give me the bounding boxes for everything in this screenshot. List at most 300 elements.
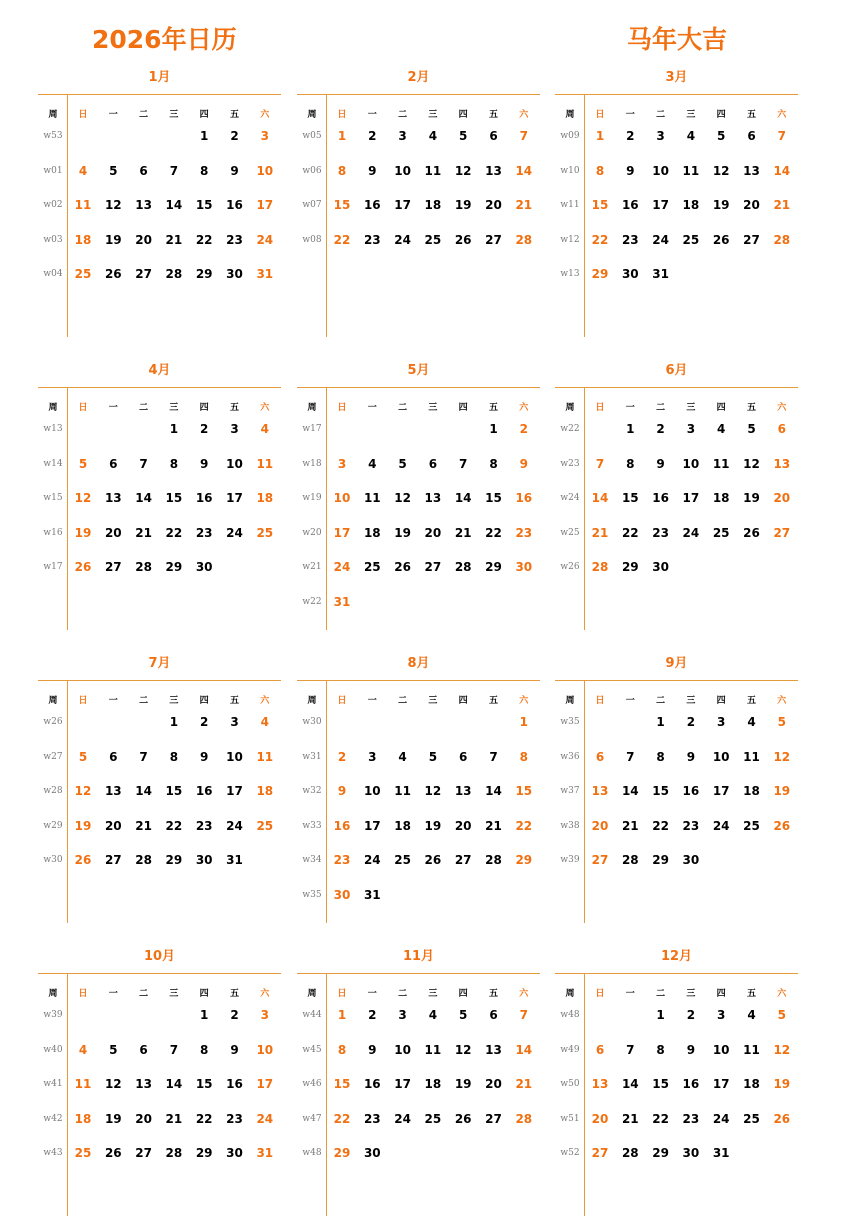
day-cell: 13 [591,784,609,799]
week-number: w51 [560,1113,580,1124]
day-cell: 17 [256,1077,274,1092]
day-cell: 25 [743,818,760,833]
day-cell: 9 [230,1042,239,1057]
weekday-header: 日 [78,110,88,120]
day-cell: 21 [515,1077,533,1092]
day-cell: 27 [424,560,442,575]
weekday-header: 六 [260,989,270,999]
day-cell: 14 [773,163,791,178]
day-cell: 17 [333,525,351,540]
month-title: 7月 [148,656,171,671]
day-cell: 3 [337,456,347,471]
day-cell: 22 [652,1111,669,1126]
day-cell: 12 [74,491,92,506]
day-cell: 10 [682,456,700,471]
day-cell: 25 [74,1146,92,1161]
day-cell: 16 [195,491,213,506]
weekday-header: 五 [229,403,239,413]
month-title: 2月 [407,70,430,85]
day-cell: 15 [515,784,533,799]
day-cell: 3 [260,1008,269,1022]
day-cell: 6 [489,129,498,143]
day-cell: 6 [428,456,438,471]
weekday-header: 五 [488,989,498,999]
day-cell: 9 [519,456,528,471]
week-number: w39 [560,855,580,866]
day-cell: 27 [773,525,791,540]
day-cell: 27 [591,853,609,868]
day-cell: 8 [595,163,605,178]
day-cell: 1 [337,1008,347,1022]
weekday-header: 二 [656,403,666,413]
day-cell: 14 [485,784,502,799]
week-number: w27 [43,751,63,762]
day-cell: 2 [368,1008,377,1022]
day-cell: 18 [424,198,442,213]
day-cell: 24 [226,818,243,833]
day-cell: 30 [682,853,700,868]
day-cell: 12 [743,456,760,471]
month-title: 1月 [148,70,171,85]
day-cell: 6 [747,129,756,143]
day-cell: 10 [226,456,243,471]
day-cell: 18 [363,525,381,540]
month-block [38,649,281,929]
day-cell: 25 [363,560,381,575]
day-cell: 19 [773,784,791,799]
day-cell: 5 [717,129,726,143]
weekday-header: 五 [488,696,498,706]
day-cell: 4 [260,422,269,436]
day-cell: 22 [333,232,351,247]
weekday-header: 二 [139,696,149,706]
day-cell: 6 [109,749,118,764]
calendar-title: 2026年日历 [92,25,237,54]
header-divider [297,94,540,95]
day-cell: 20 [135,1111,152,1126]
day-cell: 4 [260,715,269,729]
day-cell: 3 [260,129,269,143]
weekday-header: 四 [199,989,209,999]
weekday-header: 四 [458,989,468,999]
day-cell: 4 [686,129,696,143]
weekday-header: 日 [337,403,347,413]
week-number: w32 [302,786,322,797]
week-number: w02 [43,200,63,211]
day-cell: 25 [712,525,730,540]
day-cell: 13 [104,784,122,799]
weekday-header: 六 [260,696,270,706]
day-cell: 4 [398,749,407,764]
day-cell: 17 [712,784,730,799]
day-cell: 23 [682,1111,700,1126]
day-cell: 30 [226,1146,243,1161]
day-cell: 18 [743,1077,760,1092]
day-cell: 14 [165,1077,183,1092]
day-cell: 2 [626,129,635,143]
week-number: w13 [43,424,63,434]
week-number: w28 [43,786,63,797]
day-cell: 2 [337,749,347,764]
day-cell: 11 [363,491,381,506]
day-cell: 20 [135,232,152,247]
day-cell: 18 [74,232,92,247]
day-cell: 8 [337,163,347,178]
weekday-header: 六 [260,110,270,120]
weekday-header: 五 [229,989,239,999]
month-title: 12月 [660,949,693,964]
day-cell: 31 [652,267,669,282]
day-cell: 8 [169,749,179,764]
weekday-header: 五 [229,110,239,120]
day-cell: 31 [363,888,381,902]
day-cell: 26 [454,1111,472,1126]
day-cell: 5 [78,749,88,764]
day-cell: 12 [104,198,122,213]
week-number: w26 [43,717,63,727]
month-title: 8月 [407,656,430,671]
weekday-header: 一 [625,989,635,999]
day-cell: 23 [682,818,700,833]
week-number: w15 [43,493,63,504]
day-cell: 23 [226,232,243,247]
day-cell: 6 [777,422,786,436]
day-cell: 12 [773,749,791,764]
weekday-header: 二 [139,403,149,413]
week-number: w17 [302,424,322,434]
day-cell: 5 [398,456,407,471]
week-number: w03 [43,234,63,245]
week-number: w05 [302,131,322,141]
day-cell: 9 [200,749,209,764]
day-cell: 27 [454,853,472,868]
day-cell: 10 [256,1042,274,1057]
day-cell: 26 [74,560,92,575]
week-number: w10 [560,165,580,176]
month-block [297,63,540,343]
weekday-header: 六 [519,989,529,999]
day-cell: 2 [656,422,665,436]
day-cell: 15 [195,198,213,213]
day-cell: 10 [394,1042,411,1057]
day-cell: 6 [459,749,468,764]
week-number: w23 [560,458,580,469]
week-number: w07 [302,200,322,211]
day-cell: 22 [515,818,533,833]
day-cell: 13 [424,491,442,506]
day-cell: 23 [195,525,213,540]
week-header: 周 [307,989,317,999]
day-cell: 24 [226,525,243,540]
day-cell: 12 [454,1042,472,1057]
week-header: 周 [48,989,58,999]
day-cell: 6 [595,749,605,764]
day-cell: 21 [165,1111,183,1126]
day-cell: 28 [621,853,639,868]
weekday-header: 二 [398,110,408,120]
day-cell: 15 [165,491,183,506]
week-header: 周 [48,110,58,120]
week-number: w16 [43,527,63,538]
day-cell: 7 [519,129,528,143]
month-block [297,649,540,929]
day-cell: 6 [595,1042,605,1057]
day-cell: 4 [747,715,756,729]
week-number: w44 [302,1010,322,1020]
day-cell: 14 [135,784,152,799]
day-cell: 14 [135,491,152,506]
day-cell: 13 [743,163,760,178]
weekday-header: 日 [595,403,605,413]
weekday-header: 一 [108,696,118,706]
month-title: 6月 [665,363,688,378]
month-title: 4月 [148,363,171,378]
weekday-header: 四 [716,403,726,413]
weekday-header: 四 [716,696,726,706]
day-cell: 4 [78,1042,88,1057]
day-cell: 31 [712,1146,730,1161]
week-number: w46 [302,1079,322,1090]
day-cell: 29 [652,1146,669,1161]
day-cell: 8 [200,163,209,178]
day-cell: 2 [200,422,209,436]
week-number: w11 [560,200,580,211]
day-cell: 13 [135,1077,152,1092]
day-cell: 24 [682,525,700,540]
weekday-header: 三 [686,403,696,413]
weekday-header: 六 [777,110,787,120]
day-cell: 29 [652,853,669,868]
day-cell: 22 [165,525,183,540]
day-cell: 24 [652,232,669,247]
weekday-header: 三 [428,696,438,706]
day-cell: 8 [656,749,665,764]
day-cell: 3 [656,129,665,143]
day-cell: 21 [773,198,791,213]
day-cell: 29 [515,853,533,868]
week-header: 周 [48,696,58,706]
day-cell: 18 [256,491,274,506]
day-cell: 24 [712,818,730,833]
day-cell: 22 [591,232,609,247]
week-header: 周 [307,403,317,413]
weekday-header: 六 [260,403,270,413]
day-cell: 19 [712,198,730,213]
week-number: w50 [560,1079,580,1090]
day-cell: 12 [74,784,92,799]
day-cell: 15 [652,1077,669,1092]
weekday-header: 五 [229,696,239,706]
weekday-header: 三 [428,989,438,999]
day-cell: 2 [686,1008,696,1022]
day-cell: 5 [777,715,786,729]
day-cell: 30 [333,888,351,902]
day-cell: 7 [519,1008,528,1022]
month-title: 10月 [143,949,176,964]
weekday-header: 一 [625,110,635,120]
day-cell: 27 [135,267,152,282]
day-cell: 16 [226,198,243,213]
day-cell: 16 [621,198,639,213]
day-cell: 20 [773,491,791,506]
day-cell: 1 [519,715,528,729]
day-cell: 4 [747,1008,756,1022]
day-cell: 17 [652,198,669,213]
week-number: w42 [43,1113,63,1124]
day-cell: 31 [256,267,274,282]
weekday-header: 五 [746,110,756,120]
weekday-header: 六 [519,110,529,120]
week-header: 周 [565,110,575,120]
day-cell: 24 [256,1111,274,1126]
weekday-header: 三 [428,110,438,120]
day-cell: 23 [621,232,639,247]
weekday-header: 一 [367,696,377,706]
week-number: w09 [560,131,580,141]
day-cell: 8 [169,456,179,471]
day-cell: 26 [712,232,730,247]
day-cell: 11 [394,784,411,799]
week-number: w19 [302,493,322,504]
day-cell: 17 [256,198,274,213]
day-cell: 15 [333,198,351,213]
day-cell: 11 [256,456,274,471]
day-cell: 14 [621,784,639,799]
day-cell: 1 [200,1008,209,1022]
weekday-header: 二 [656,989,666,999]
weekday-header: 日 [337,696,347,706]
day-cell: 2 [200,715,209,729]
day-cell: 15 [195,1077,213,1092]
week-number: w25 [560,527,580,538]
week-number: w41 [43,1079,63,1090]
weekday-header: 六 [777,696,787,706]
day-cell: 30 [226,267,243,282]
week-number: w37 [560,786,580,797]
day-cell: 15 [333,1077,351,1092]
day-cell: 2 [230,129,239,143]
day-cell: 11 [424,163,442,178]
day-cell: 18 [394,818,411,833]
week-number: w48 [560,1010,580,1020]
day-cell: 2 [230,1008,239,1022]
week-number: w14 [43,458,63,469]
weekday-header: 日 [595,989,605,999]
weekday-header: 三 [428,403,438,413]
day-cell: 5 [747,422,756,436]
day-cell: 11 [256,749,274,764]
day-cell: 12 [454,163,472,178]
month-block [555,356,798,636]
day-cell: 1 [595,129,605,143]
week-number: w29 [43,820,63,831]
day-cell: 18 [424,1077,442,1092]
day-cell: 24 [363,853,381,868]
weekday-header: 四 [199,403,209,413]
day-cell: 16 [363,198,381,213]
day-cell: 26 [104,267,122,282]
day-cell: 3 [398,129,407,143]
day-cell: 7 [169,1042,179,1057]
day-cell: 29 [621,560,639,575]
day-cell: 28 [165,1146,183,1161]
week-header: 周 [48,403,58,413]
day-cell: 21 [135,525,152,540]
weekday-header: 三 [169,989,179,999]
day-cell: 21 [454,525,472,540]
day-cell: 22 [621,525,639,540]
day-cell: 25 [256,818,274,833]
weekday-header: 四 [458,696,468,706]
day-cell: 31 [226,853,243,868]
month-title: 5月 [407,363,430,378]
header-divider [38,973,281,974]
day-cell: 16 [195,784,213,799]
weekday-header: 四 [199,110,209,120]
week-number: w01 [43,165,63,176]
week-number: w47 [302,1113,322,1124]
day-cell: 9 [686,749,696,764]
week-number: w45 [302,1044,322,1055]
week-number: w30 [302,717,322,727]
day-cell: 23 [652,525,669,540]
day-cell: 20 [591,818,609,833]
day-cell: 25 [394,853,411,868]
weekday-header: 一 [108,989,118,999]
day-cell: 13 [485,163,502,178]
day-cell: 18 [712,491,730,506]
day-cell: 24 [394,232,411,247]
month-block [555,63,798,343]
day-cell: 1 [169,715,179,729]
day-cell: 14 [165,198,183,213]
day-cell: 24 [256,232,274,247]
header-divider [38,387,281,388]
day-cell: 3 [398,1008,407,1022]
day-cell: 29 [591,267,609,282]
day-cell: 30 [652,560,669,575]
week-number: w20 [302,527,322,538]
week-number: w30 [43,855,63,866]
day-cell: 13 [104,491,122,506]
weekday-header: 五 [746,989,756,999]
day-cell: 5 [459,1008,468,1022]
day-cell: 22 [195,1111,213,1126]
weekday-header: 二 [656,696,666,706]
day-cell: 21 [485,818,502,833]
header-divider [555,973,798,974]
week-number: w22 [560,424,580,434]
day-cell: 10 [256,163,274,178]
day-cell: 4 [717,422,726,436]
weekday-header: 二 [139,989,149,999]
weekday-header: 日 [595,110,605,120]
header-divider [38,680,281,681]
weekday-header: 三 [169,110,179,120]
day-cell: 21 [591,525,609,540]
day-cell: 1 [656,1008,665,1022]
day-cell: 12 [394,491,411,506]
day-cell: 15 [652,784,669,799]
week-number: w34 [302,855,322,866]
weekday-header: 四 [199,696,209,706]
week-number: w36 [560,751,580,762]
day-cell: 19 [454,1077,472,1092]
day-cell: 16 [652,491,669,506]
day-cell: 22 [652,818,669,833]
day-cell: 6 [109,456,118,471]
day-cell: 16 [515,491,533,506]
